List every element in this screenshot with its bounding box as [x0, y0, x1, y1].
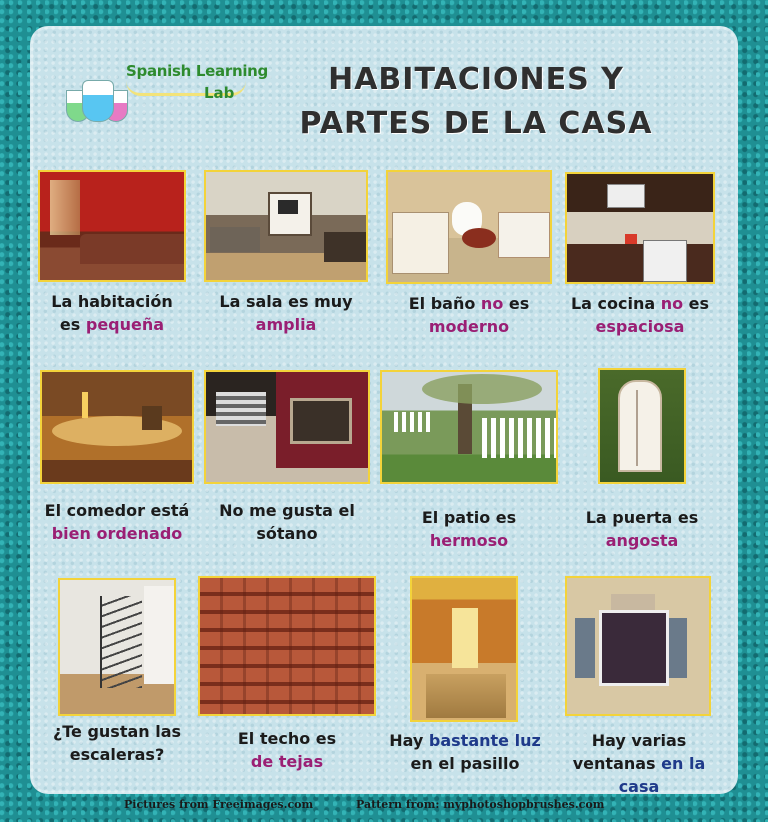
dining-room-photo — [40, 370, 194, 484]
brand-name-lab: Lab — [204, 84, 235, 102]
patio-photo — [380, 370, 558, 484]
title-line-2: PARTES DE LA CASA — [299, 106, 653, 141]
kitchen-caption: La cocina no es espaciosa — [570, 294, 710, 336]
living-room-photo — [204, 170, 368, 282]
bedroom-caption: La habitación es pequeña — [51, 292, 173, 334]
bathroom-photo — [386, 170, 552, 284]
page-title — [276, 58, 676, 146]
basement-photo — [204, 370, 370, 484]
hallway-photo — [410, 576, 518, 722]
dining-room-caption: El comedor está bien ordenado — [44, 501, 190, 543]
door-caption: La puerta es angosta — [585, 508, 699, 550]
stairs-photo — [58, 578, 176, 716]
hallway-caption: Hay bastante luz en el pasillo — [389, 731, 541, 773]
kitchen-photo — [565, 172, 715, 284]
living-room-caption: La sala es muy amplia — [219, 292, 353, 334]
patio-caption: El patio es hermoso — [421, 508, 517, 550]
title-line-1: HABITACIONES Y — [328, 62, 624, 97]
bathroom-caption: El baño no es moderno — [408, 294, 530, 336]
footer-credit-pattern: Pattern from: myphotoshopbrushes.com — [356, 798, 605, 811]
windows-photo — [565, 576, 711, 716]
footer-credit-pictures: Pictures from Freeimages.com — [124, 798, 314, 811]
brand-logo[interactable] — [64, 62, 268, 122]
blue-flask-icon — [82, 80, 114, 122]
brand-name: Spanish Learning — [126, 62, 268, 80]
bedroom-photo — [38, 170, 186, 282]
door-photo — [598, 368, 686, 484]
roof-caption: El techo es de tejas — [237, 729, 337, 771]
stairs-caption: ¿Te gustan las escaleras? — [52, 722, 182, 764]
basement-caption: No me gusta el sótano — [219, 501, 355, 543]
windows-caption: Hay varias ventanas en la casa — [572, 731, 706, 796]
roof-photo — [198, 576, 376, 716]
